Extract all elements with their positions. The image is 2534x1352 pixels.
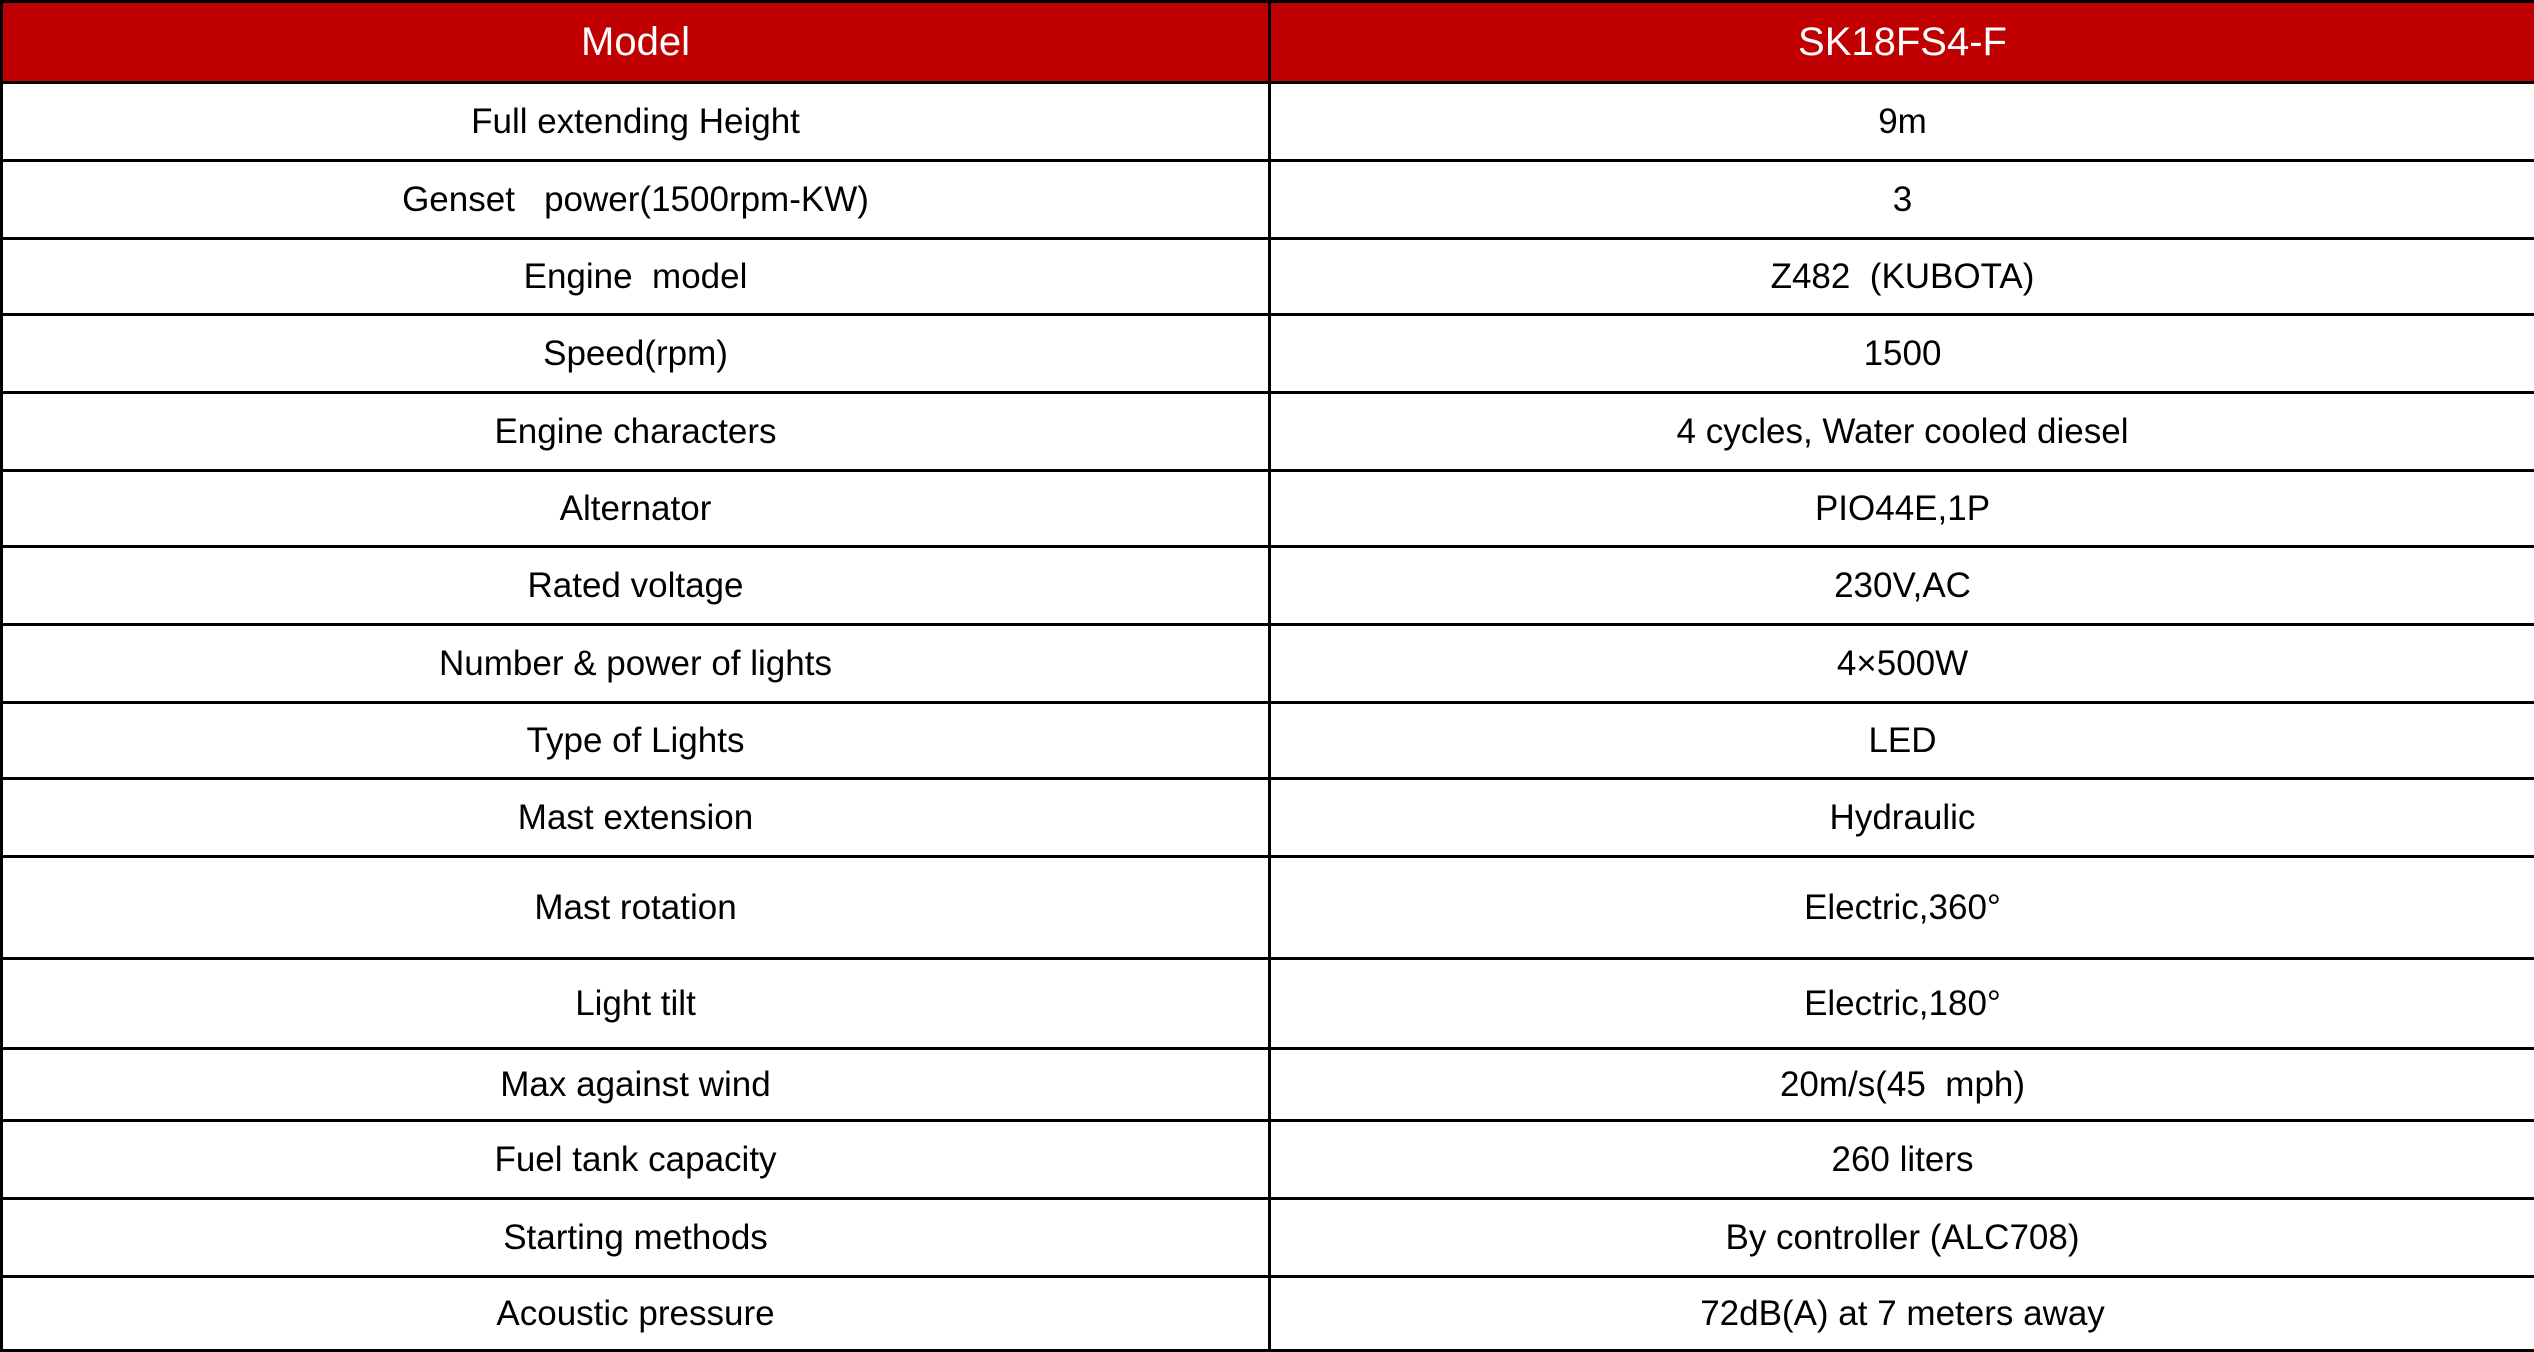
spec-value: Z482 (KUBOTA)	[1270, 239, 2534, 315]
spec-label: Max against wind	[2, 1049, 1270, 1121]
table-row	[2, 779, 2534, 857]
spec-label: Type of Lights	[2, 703, 1270, 779]
table-row	[2, 1121, 2534, 1199]
spec-label: Rated voltage	[2, 547, 1270, 625]
table-row	[2, 959, 2534, 1049]
spec-value: 9m	[1270, 83, 2534, 161]
spec-value: 4×500W	[1270, 625, 2534, 703]
spec-value: By controller (ALC708)	[1270, 1199, 2534, 1277]
spec-value: 20m/s(45 mph)	[1270, 1049, 2534, 1121]
spec-label: Number & power of lights	[2, 625, 1270, 703]
table-row	[2, 161, 2534, 239]
spec-label: Mast rotation	[2, 857, 1270, 959]
spec-value: 260 liters	[1270, 1121, 2534, 1199]
spec-label: Starting methods	[2, 1199, 1270, 1277]
table-row	[2, 1199, 2534, 1277]
spec-value: PIO44E,1P	[1270, 471, 2534, 547]
spec-label: Full extending Height	[2, 83, 1270, 161]
table-row	[2, 547, 2534, 625]
spec-label: Speed(rpm)	[2, 315, 1270, 393]
spec-label: Alternator	[2, 471, 1270, 547]
table-row	[2, 239, 2534, 315]
table-row	[2, 625, 2534, 703]
spec-label: Engine model	[2, 239, 1270, 315]
table-row	[2, 703, 2534, 779]
spec-value: 3	[1270, 161, 2534, 239]
spec-value: 1500	[1270, 315, 2534, 393]
spec-value: Electric,360°	[1270, 857, 2534, 959]
spec-label: Mast extension	[2, 779, 1270, 857]
header-model-value: SK18FS4-F	[1270, 2, 2534, 83]
spec-value: LED	[1270, 703, 2534, 779]
table-row	[2, 471, 2534, 547]
spec-label: Genset power(1500rpm-KW)	[2, 161, 1270, 239]
table-row	[2, 83, 2534, 161]
spec-value: Electric,180°	[1270, 959, 2534, 1049]
spec-value: 230V,AC	[1270, 547, 2534, 625]
table-row	[2, 857, 2534, 959]
spec-value: 4 cycles, Water cooled diesel	[1270, 393, 2534, 471]
spec-label: Engine characters	[2, 393, 1270, 471]
spec-value: Hydraulic	[1270, 779, 2534, 857]
header-row	[2, 2, 2534, 83]
table-row	[2, 1049, 2534, 1121]
table-row	[2, 315, 2534, 393]
header-label: Model	[2, 2, 1270, 83]
spec-value: 72dB(A) at 7 meters away	[1270, 1277, 2534, 1351]
spec-label: Light tilt	[2, 959, 1270, 1049]
spec-label: Acoustic pressure	[2, 1277, 1270, 1351]
table-row	[2, 393, 2534, 471]
spec-label: Fuel tank capacity	[2, 1121, 1270, 1199]
table-row	[2, 1277, 2534, 1351]
